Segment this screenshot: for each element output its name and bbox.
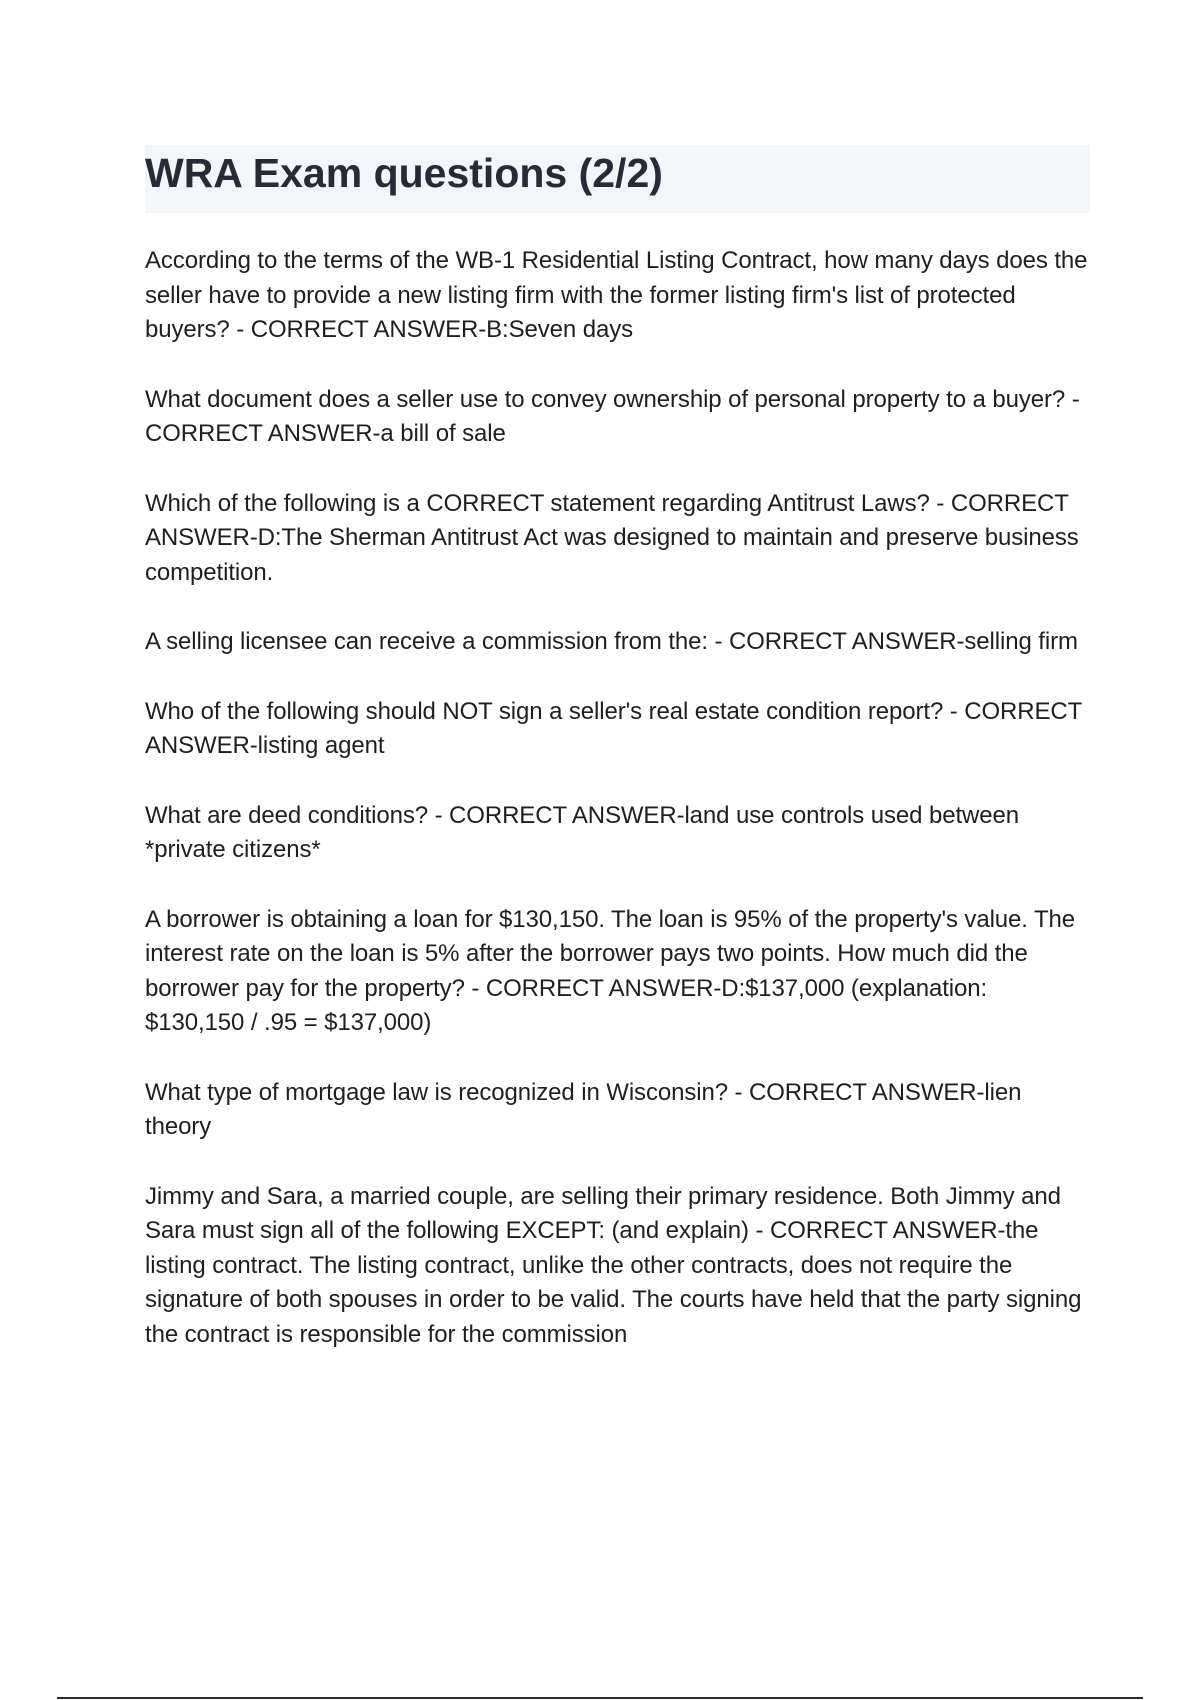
page-title: WRA Exam questions (2/2) (145, 150, 663, 196)
qa-item: Jimmy and Sara, a married couple, are selling their primary residence. Both Jimmy and Sara must sign all of the following EXCEPT: (and explain) - CORRECT ANSWER-the listing contract. The listing contract, unlike the other contracts, does not require the signature of both spouses in order to be valid. The courts have held that the party signing the contract is responsible for the commission (145, 1182, 1082, 1348)
qa-item: According to the terms of the WB-1 Residential Listing Contract, how many days does the seller have to provide a new listing firm with the former listing firm's list of protected buyers? - CORRECT ANSWER-B:Seven days (145, 247, 1088, 343)
qa-item: A selling licensee can receive a commission from the: - CORRECT ANSWER-selling firm (145, 628, 1078, 655)
qa-item: A borrower is obtaining a loan for $130,150. The loan is 95% of the property's value. The interest rate on the loan is 5% after the borrower pays two points. How much did the borrower pay for the property? - CORRECT ANSWER-D:$137,000 (explanation: $130,150 / .95 = $137,000) (145, 905, 1076, 1036)
qa-item: What document does a seller use to convey ownership of personal property to a buyer? - CORRECT ANSWER-a bill of sale (145, 385, 1080, 447)
qa-item: What type of mortgage law is recognized in Wisconsin? - CORRECT ANSWER-lien theory (145, 1078, 1022, 1140)
footer-divider (57, 1697, 1143, 1699)
qa-item: Who of the following should NOT sign a seller's real estate condition report? - CORRECT ANSWER-listing agent (145, 697, 1082, 759)
qa-item: Which of the following is a CORRECT statement regarding Antitrust Laws? - CORRECT ANSWER-D:The Sherman Antitrust Act was designed to maintain and preserve business competition. (145, 489, 1079, 586)
qa-item: What are deed conditions? - CORRECT ANSWER-land use controls used between *private citizens* (145, 801, 1020, 863)
qa-list (145, 244, 1090, 1387)
